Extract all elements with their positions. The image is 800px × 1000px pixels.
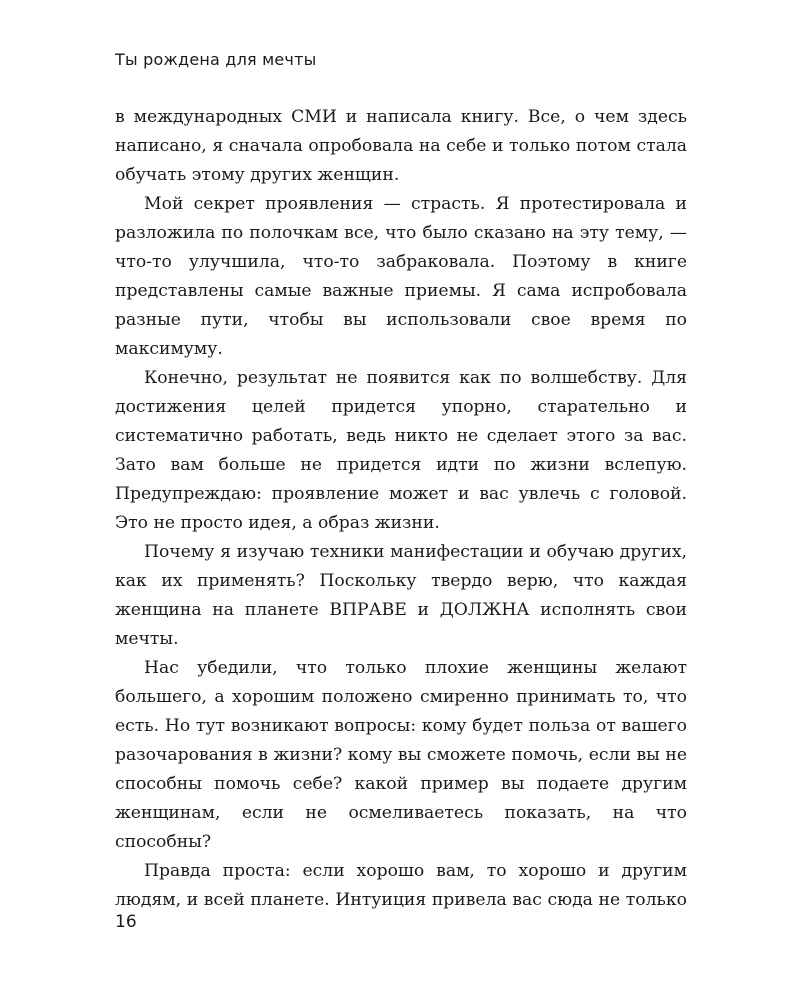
paragraph-6: Правда проста: если хорошо вам, то хорошо и другим людям, и всей планете. Интуиция привела вас сюда не только <box>115 861 687 910</box>
body-text <box>115 103 687 915</box>
paragraph-2: Мой секрет проявления — страсть. Я протестировала и разложила по полочкам все, что было сказано на эту тему, — что-то улучшила, что-то забраковала. Поэтому в книге представлены самые важные приемы. Я сама испробовала разные пути, чтобы вы использовали свое время по максимуму. <box>115 194 687 359</box>
paragraph-3: Конечно, результат не появится как по волшебству. Для достижения целей придется упорно, старательно и систематично работать, ведь никто не сделает этого за вас. Зато вам больше не придется идти по жизни вслепую. Предупреждаю: проявление может и вас увлечь с головой. Это не просто идея, а образ жизни. <box>115 368 687 533</box>
running-head: Ты рождена для мечты <box>115 50 317 69</box>
paragraph-5: Нас убедили, что только плохие женщины желают большего, а хорошим положено смиренно принимать то, что есть. Но тут возникают вопросы: кому будет польза от вашего разочарования в жизни? кому вы сможете помочь, если вы не способны помочь себе? какой пример вы подаете другим женщинам, если не осмеливаетесь показать, на что способны? <box>115 658 687 852</box>
paragraph-4: Почему я изучаю техники манифестации и обучаю других, как их применять? Поскольку твердо верю, что каждая женщина на планете ВПРАВЕ и ДОЛЖНА исполнять свои мечты. <box>115 542 687 649</box>
paragraph-1: в международных СМИ и написала книгу. Все, о чем здесь написано, я сначала опробовала на себе и только потом стала обучать этому других женщин. <box>115 107 687 185</box>
page-number: 16 <box>115 912 137 932</box>
